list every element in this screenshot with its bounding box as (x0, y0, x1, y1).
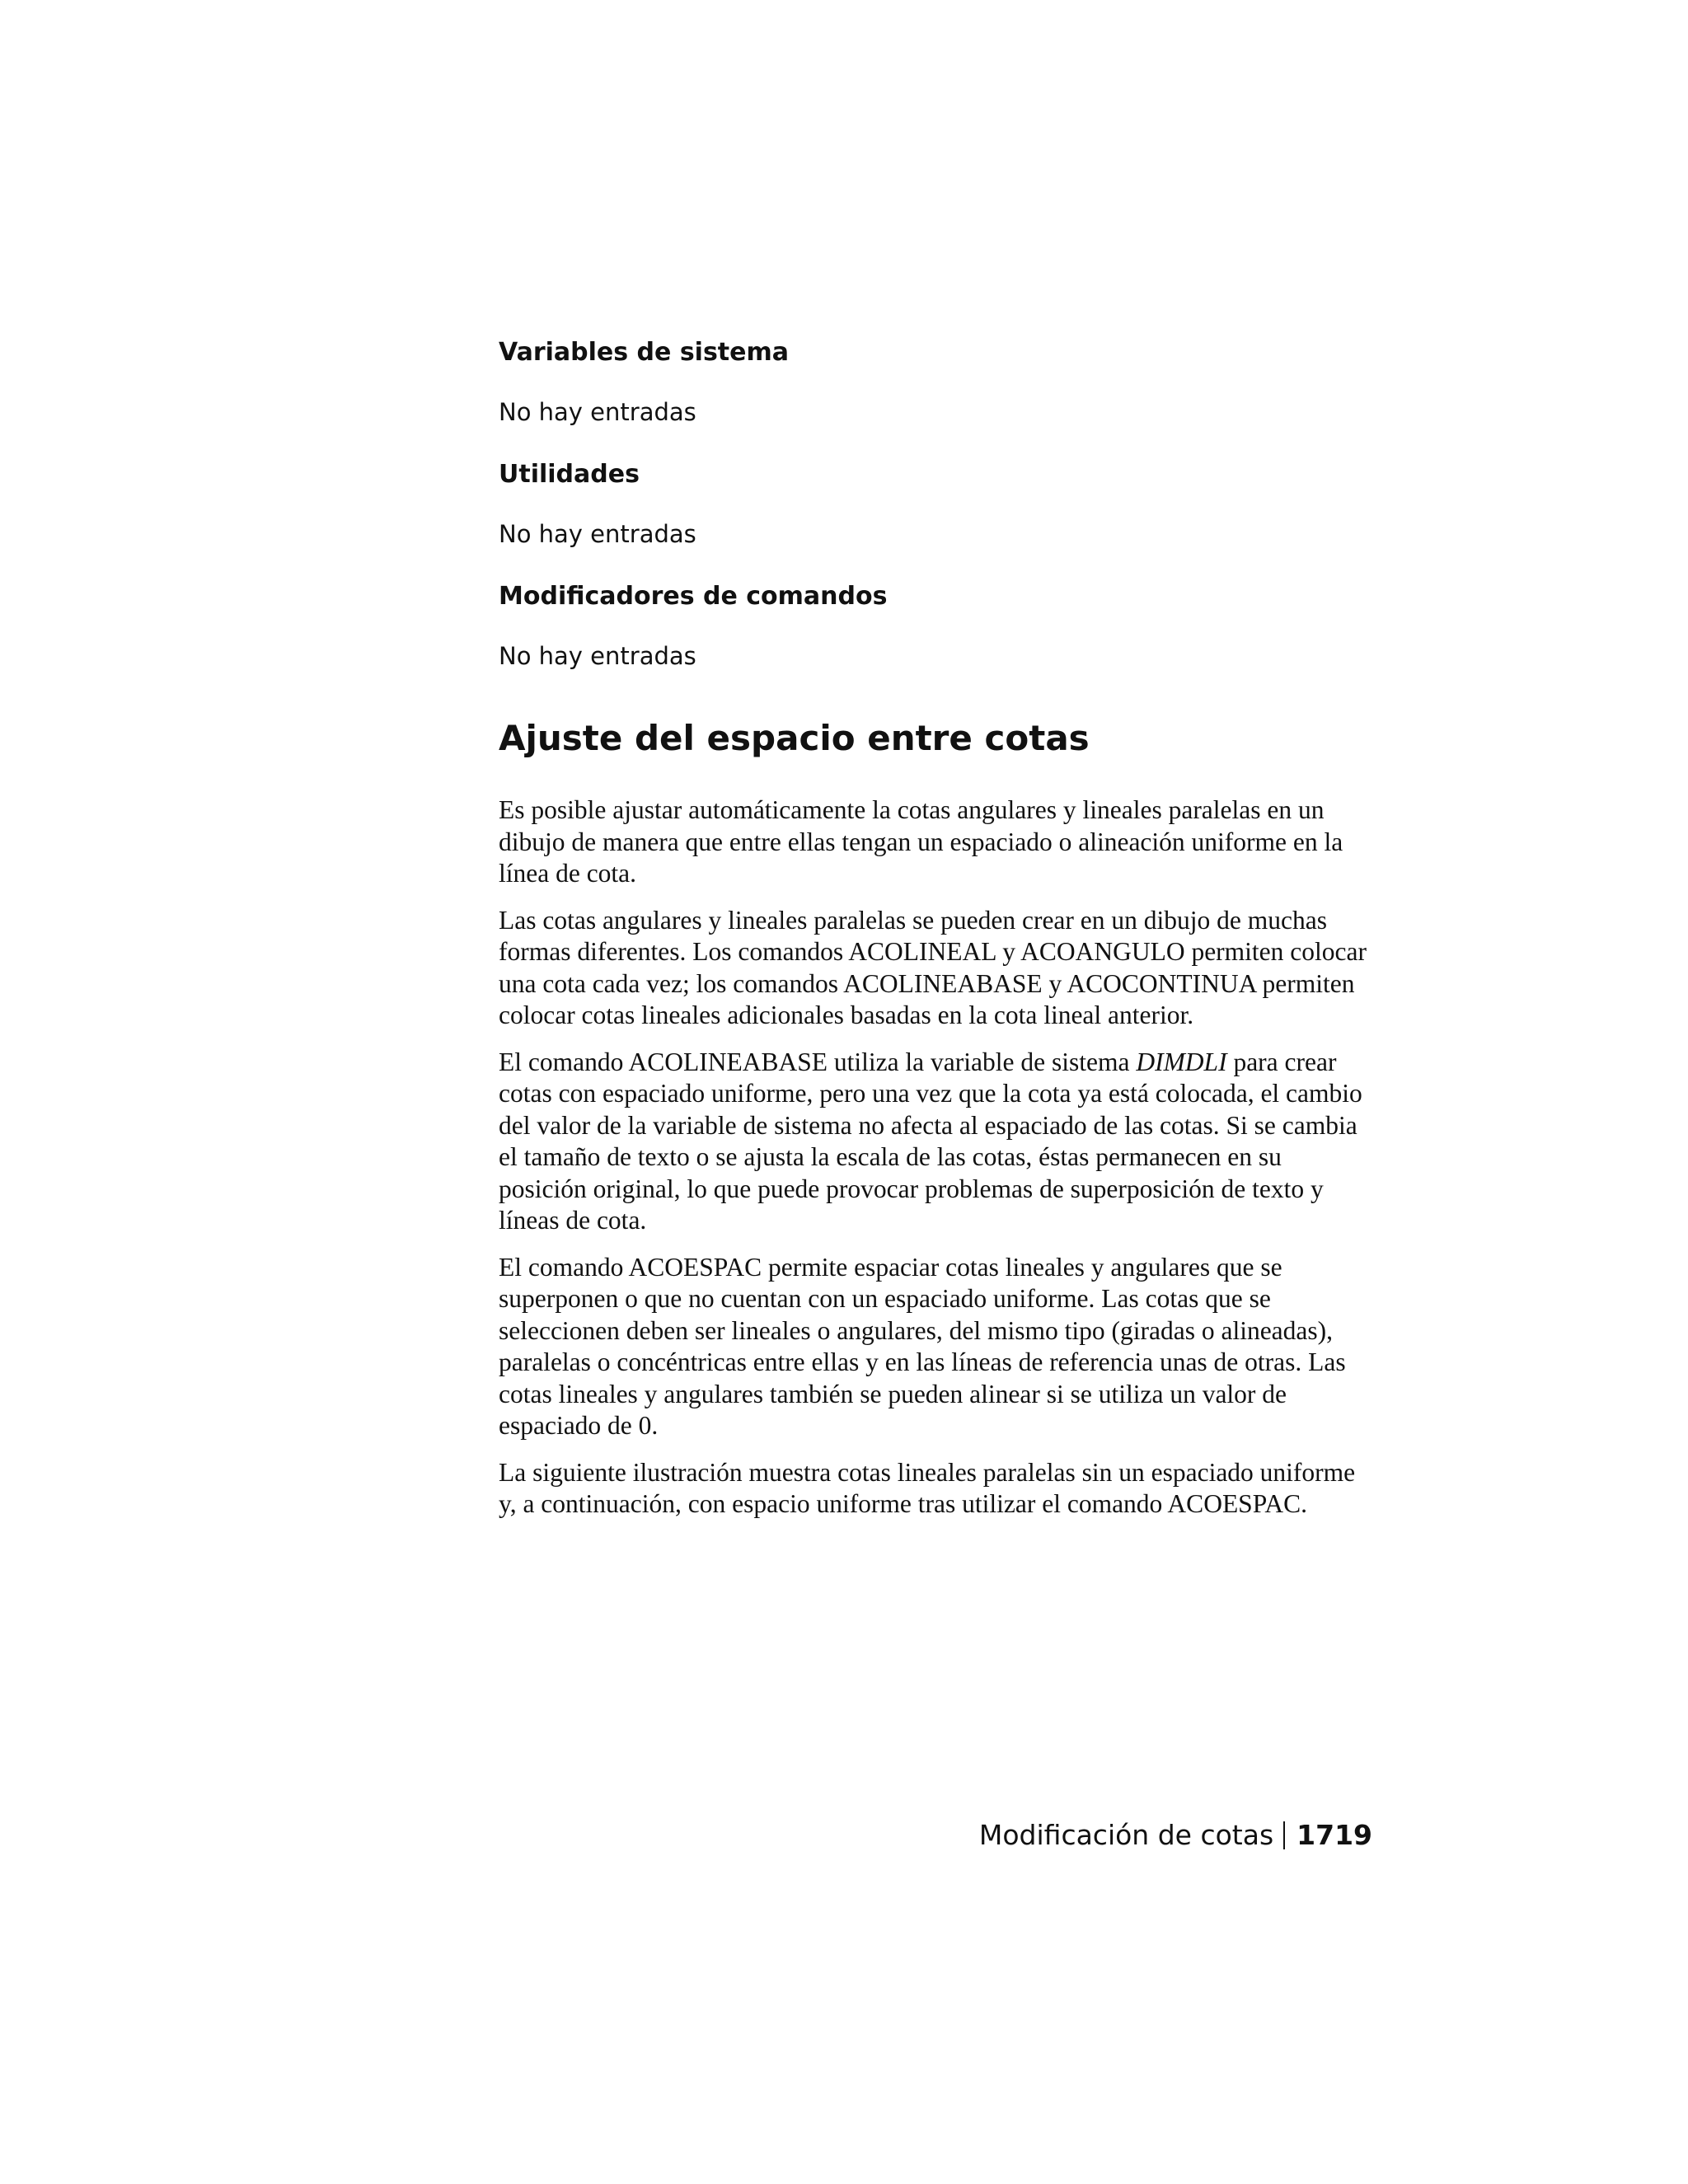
section-command-modifiers (499, 580, 1372, 673)
page-number: 1719 (1296, 1819, 1372, 1851)
paragraph-text: El comando ACOLINEABASE utiliza la variable de sistema (499, 1047, 1137, 1076)
body-paragraph: La siguiente ilustración muestra cotas lineales paralelas sin un espaciado uniforme y, a continuación, con espacio uniforme tras utilizar el comando ACOESPAC. (499, 1457, 1356, 1518)
footer-chapter-title: Modificación de cotas (978, 1819, 1274, 1851)
section-utilities (499, 458, 1372, 551)
body-paragraph (499, 1047, 1372, 1237)
section-heading: Variables de sistema (499, 338, 790, 367)
section-system-variables (499, 336, 1372, 429)
page-footer (979, 1817, 1372, 1854)
section-text: No hay entradas (499, 642, 696, 670)
section-title: Ajuste del espacio entre cotas (499, 718, 1090, 758)
footer-separator (1283, 1821, 1285, 1849)
section-text: No hay entradas (499, 520, 696, 548)
section-heading: Utilidades (499, 460, 640, 489)
section-heading: Modificadores de comandos (499, 582, 888, 611)
page-content (499, 336, 1372, 1535)
variable-name: DIMDLI (1136, 1047, 1227, 1076)
body-paragraph: Es posible ajustar automáticamente la cotas angulares y lineales paralelas en un dibujo de manera que entre ellas tengan un espaciado o alineación uniforme en la línea de cota. (499, 795, 1343, 888)
body-paragraph: Las cotas angulares y lineales paralelas se pueden crear en un dibujo de muchas formas diferentes. Los comandos ACOLINEAL y ACOANGULO permiten colocar una cota cada vez; los comandos ACOLINEABASE y ACOCONTINUA permiten colocar cotas lineales adicionales basadas en la cota lineal anterior. (499, 905, 1367, 1029)
section-text: No hay entradas (499, 398, 696, 426)
body-paragraph: El comando ACOESPAC permite espaciar cotas lineales y angulares que se superponen o que no cuentan con un espaciado uniforme. Las cotas que se seleccionen deben ser lineales o angulares, del mismo tipo (giradas o alineadas), paralelas o concéntricas entre ellas y en las líneas de referencia unas de otras. Las cotas lineales y angulares también se pueden alinear si se utiliza un valor de espaciado de 0. (499, 1252, 1346, 1440)
paragraph-text: para crear cotas con espaciado uniforme, pero una vez que la cota ya está colocada, el cambio del valor de la variable de sistema no afecta al espaciado de las cotas. Si se cambia el tamaño de texto o se ajusta la escala de las cotas, éstas permanecen en su posición original, lo que puede provocar problemas de superposición de texto y líneas de cota. (499, 1047, 1362, 1235)
